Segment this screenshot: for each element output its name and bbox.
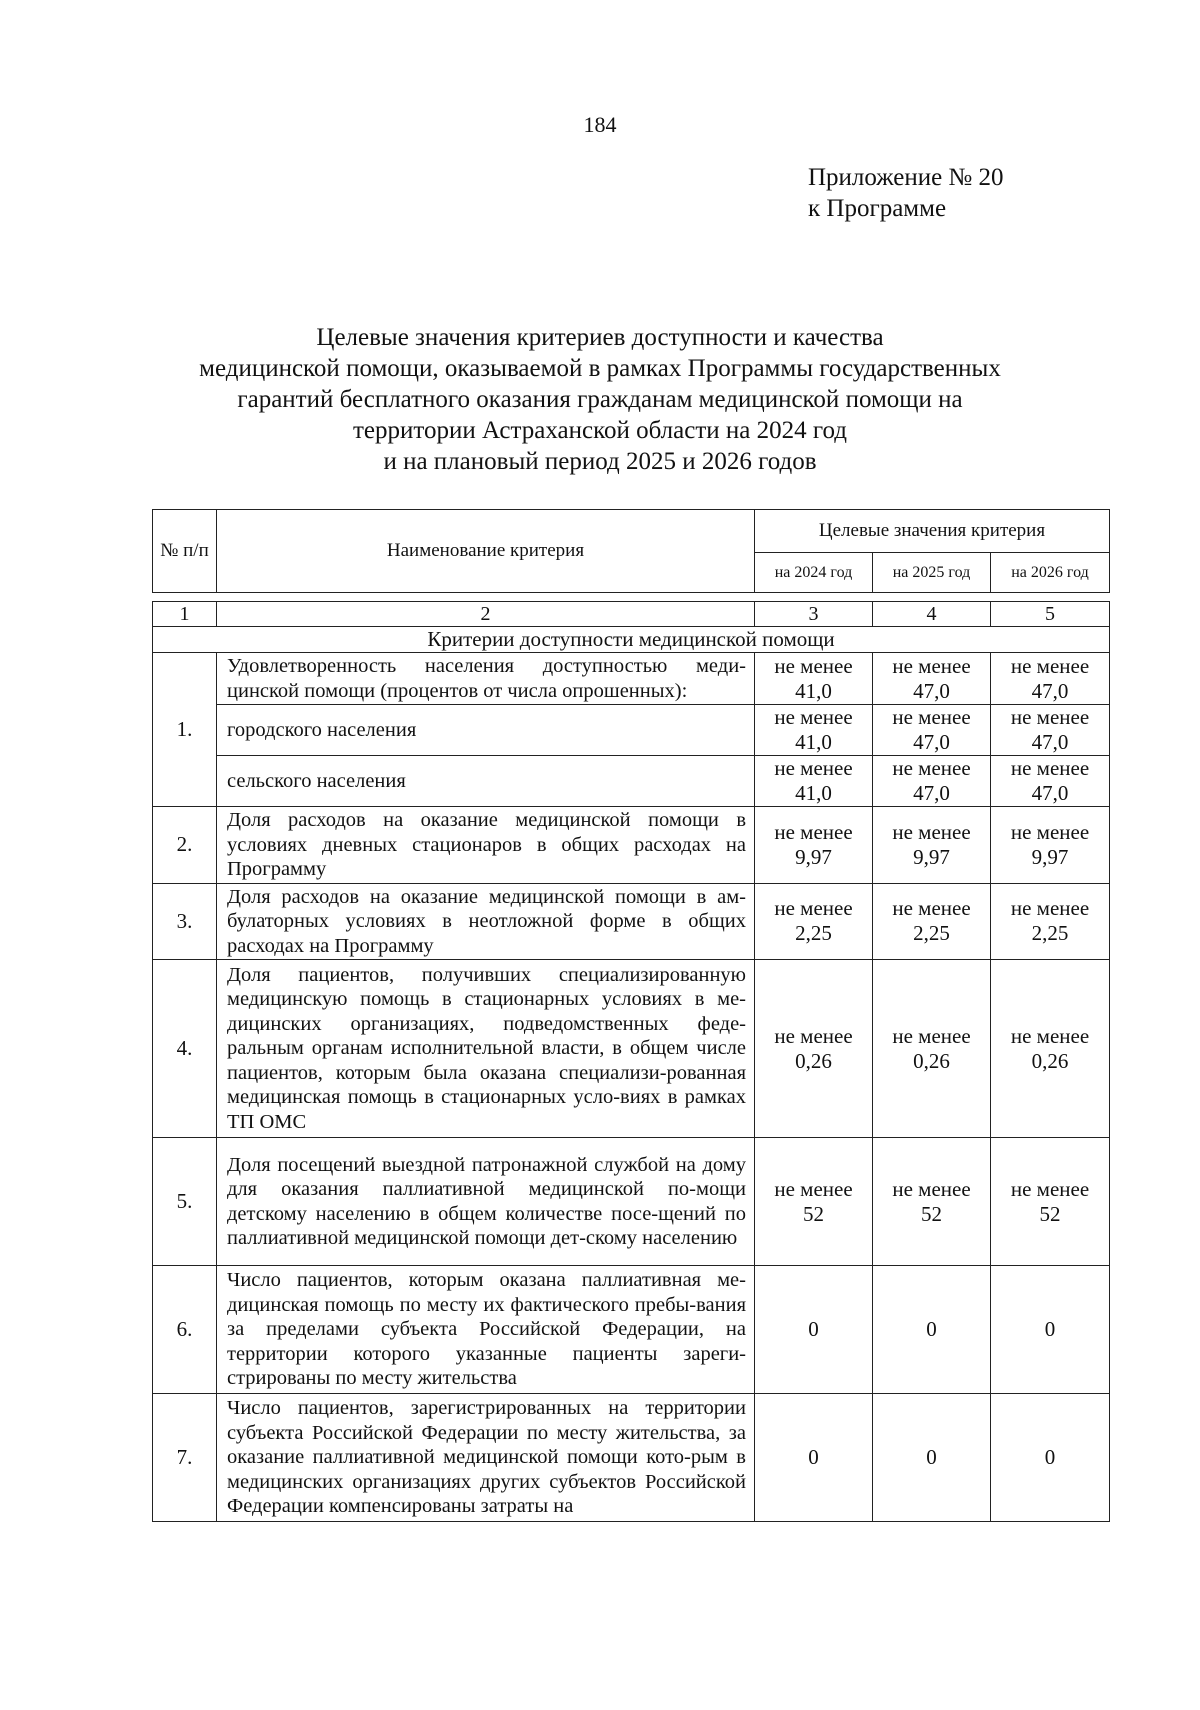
criterion-name: Доля пациентов, получивших специализированную медицинскую помощь в стационарных условиях в ме-дицинских организациях, подведомственных феде-ральным органам исполнительной власти, в общем числе пациентов, которым была оказана специализи-рованная медицинская помощь в стационарных усло-виях в рамках ТП ОМС bbox=[217, 960, 755, 1138]
appendix-line-1: Приложение № 20 bbox=[808, 164, 1004, 191]
target-value: не менее 47,0 bbox=[873, 653, 991, 705]
row-number: 4. bbox=[153, 960, 217, 1138]
target-value: не менее 47,0 bbox=[873, 756, 991, 807]
header-year-2024: на 2024 год bbox=[755, 553, 873, 593]
target-value: 0 bbox=[873, 1266, 991, 1394]
title-line: медицинской помощи, оказываемой в рамках Программы государственных bbox=[199, 355, 1001, 382]
column-number: 1 bbox=[153, 602, 217, 627]
criterion-name: сельского населения bbox=[217, 756, 755, 807]
target-value: не менее 0,26 bbox=[873, 960, 991, 1138]
section-title: Критерии доступности медицинской помощи bbox=[153, 627, 1110, 653]
target-value: не менее 47,0 bbox=[991, 653, 1110, 705]
criterion-name: Число пациентов, зарегистрированных на территории субъекта Российской Федерации по месту жительства, за оказание паллиативной медицинской помощи кото-рым в медицинских организациях других субъектов Российской Федерации компенсированы затраты на bbox=[217, 1394, 755, 1522]
header-num: № п/п bbox=[160, 540, 209, 561]
target-value: 0 bbox=[991, 1266, 1110, 1394]
target-value: не менее 9,97 bbox=[991, 807, 1110, 884]
row-number: 5. bbox=[153, 1138, 217, 1266]
page-number: 184 bbox=[583, 112, 617, 137]
criterion-name: Число пациентов, которым оказана паллиативная ме-дицинская помощь по месту их фактического пребы-вания за пределами субъекта Российской Федерации, на территории которого указанные пациенты зареги-стрированы по месту жительства bbox=[217, 1266, 755, 1394]
table-row bbox=[153, 1266, 1110, 1394]
target-value: не менее 9,97 bbox=[873, 807, 991, 884]
column-number: 2 bbox=[217, 602, 755, 627]
target-value: 0 bbox=[755, 1266, 873, 1394]
target-value: не менее 52 bbox=[873, 1138, 991, 1266]
header-target: Целевые значения критерия bbox=[818, 520, 1046, 541]
header-num-cell bbox=[153, 510, 217, 593]
target-value: не менее 2,25 bbox=[991, 883, 1110, 960]
header-year-2026: на 2026 год bbox=[991, 553, 1110, 593]
table-header bbox=[152, 509, 1110, 593]
target-value: 0 bbox=[991, 1394, 1110, 1522]
appendix-line-2: к Программе bbox=[808, 195, 947, 222]
table-rows bbox=[153, 602, 1110, 1522]
title-line: гарантий бесплатного оказания гражданам медицинской помощи на bbox=[237, 386, 963, 413]
target-value: не менее 52 bbox=[991, 1138, 1110, 1266]
column-number: 4 bbox=[873, 602, 991, 627]
title-line: территории Астраханской области на 2024 год bbox=[352, 417, 848, 444]
target-value: 0 bbox=[873, 1394, 991, 1522]
target-value: не менее 47,0 bbox=[991, 705, 1110, 756]
document-title bbox=[150, 322, 1050, 477]
target-value: не менее 0,26 bbox=[755, 960, 873, 1138]
title-line: Целевые значения критериев доступности и качества bbox=[316, 324, 884, 351]
target-value: не менее 41,0 bbox=[755, 756, 873, 807]
column-number: 3 bbox=[755, 602, 873, 627]
appendix-label bbox=[808, 162, 1004, 224]
row-number: 1. bbox=[153, 653, 217, 807]
header-target-cell bbox=[755, 510, 1110, 553]
target-value: не менее 47,0 bbox=[873, 705, 991, 756]
table-body bbox=[152, 601, 1110, 1522]
target-value: не менее 2,25 bbox=[873, 883, 991, 960]
target-value: 0 bbox=[755, 1394, 873, 1522]
criterion-name: Удовлетворенность населения доступностью меди-цинской помощи (процентов от числа опрошенных): bbox=[217, 653, 755, 705]
target-value: не менее 52 bbox=[755, 1138, 873, 1266]
target-value: не менее 9,97 bbox=[755, 807, 873, 884]
table-row bbox=[153, 1394, 1110, 1522]
table-row bbox=[153, 756, 1110, 807]
criterion-name: Доля посещений выездной патронажной службой на дому для оказания паллиативной медицинской по-мощи детскому населению в общем количестве посе-щений по паллиативной медицинской помощи дет-скому населению bbox=[217, 1138, 755, 1266]
row-number: 7. bbox=[153, 1394, 217, 1522]
header-name-cell bbox=[217, 510, 755, 593]
row-number: 2. bbox=[153, 807, 217, 884]
table-row bbox=[153, 705, 1110, 756]
header-year-2025: на 2025 год bbox=[873, 553, 991, 593]
row-number: 6. bbox=[153, 1266, 217, 1394]
criterion-name: Доля расходов на оказание медицинской помощи в условиях дневных стационаров в общих расходах на Программу bbox=[217, 807, 755, 884]
column-number: 5 bbox=[991, 602, 1110, 627]
target-value: не менее 41,0 bbox=[755, 705, 873, 756]
criterion-name: городского населения bbox=[217, 705, 755, 756]
table-row bbox=[153, 1138, 1110, 1266]
target-value: не менее 41,0 bbox=[755, 653, 873, 705]
criterion-name: Доля расходов на оказание медицинской помощи в ам-булаторных условиях в неотложной форме в общих расходах на Программу bbox=[217, 883, 755, 960]
title-line: и на плановый период 2025 и 2026 годов bbox=[383, 448, 817, 475]
table-row bbox=[153, 653, 1110, 705]
target-value: не менее 0,26 bbox=[991, 960, 1110, 1138]
target-value: не менее 2,25 bbox=[755, 883, 873, 960]
table-row bbox=[153, 960, 1110, 1138]
section-row bbox=[153, 627, 1110, 653]
column-number-row bbox=[153, 602, 1110, 627]
table-row bbox=[153, 883, 1110, 960]
target-value: не менее 47,0 bbox=[991, 756, 1110, 807]
row-number: 3. bbox=[153, 883, 217, 960]
table-row bbox=[153, 807, 1110, 884]
header-name: Наименование критерия bbox=[386, 540, 585, 561]
